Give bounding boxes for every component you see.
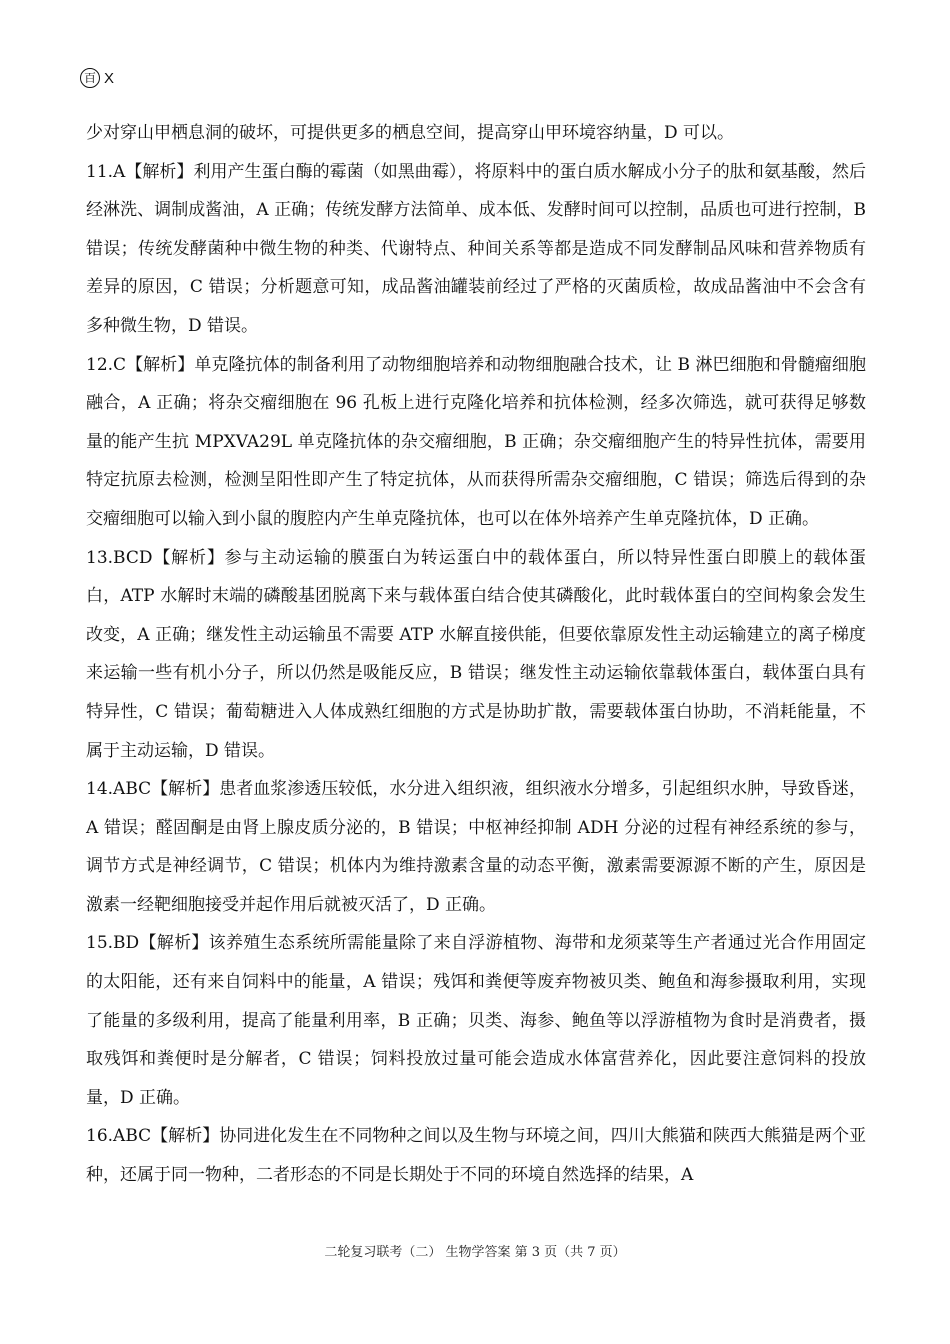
logo-suffix: X <box>104 69 115 87</box>
answer-14: 14.ABC【解析】患者血浆渗透压较低，水分进入组织液，组织液水分增多，引起组织水肿，导致昏迷，A 错误；醛固酮是由肾上腺皮质分泌的，B 错误；中枢神经抑制 ADH 分泌的过程有神经系统的参与，调节方式是神经调节，C 错误；机体内为维持激素含量的动态平衡，激素需要源源不断的产生，原因是激素一经靶细胞接受并起作用后就被灭活了，D 正确。 <box>86 779 866 915</box>
paragraph-continuation: 少对穿山甲栖息洞的破坏，可提供更多的栖息空间，提高穿山甲环境容纳量，D 可以。 <box>86 123 735 143</box>
answer-11: 11.A【解析】利用产生蛋白酶的霉菌（如黑曲霉），将原料中的蛋白质水解成小分子的肽和氨基酸，然后经淋洗、调制成酱油，A 正确；传统发酵方法简单、成本低、发酵时间可以控制，品质也可进行控制，B 错误；传统发酵菌种中微生物的种类、代谢特点、种间关系等都是造成不同发酵制品风味和营养物质有差异的原因，C 错误；分析题意可知，成品酱油罐装前经过了严格的灭菌质检，故成品酱油中不会含有多种微生物，D 错误。 <box>86 161 866 336</box>
answer-13: 13.BCD【解析】参与主动运输的膜蛋白为转运蛋白中的载体蛋白，所以特异性蛋白即膜上的载体蛋白，ATP 水解时末端的磷酸基团脱离下来与载体蛋白结合使其磷酸化，此时载体蛋白的空间构象会发生改变，A 正确；继发性主动运输虽不需要 ATP 水解直接供能，但要依靠原发性主动运输建立的离子梯度来运输一些有机小分子，所以仍然是吸能反应，B 错误；继发性主动运输依靠载体蛋白，载体蛋白具有特异性，C 错误；葡萄糖进入人体成熟红细胞的方式是协助扩散，需要载体蛋白协助，不消耗能量，不属于主动运输，D 错误。 <box>86 547 866 761</box>
answer-15: 15.BD【解析】该养殖生态系统所需能量除了来自浮游植物、海带和龙须菜等生产者通过光合作用固定的太阳能，还有来自饲料中的能量，A 错误；残饵和粪便等废弃物被贝类、鲍鱼和海参摄取利用，实现了能量的多级利用，提高了能量利用率，B 正确；贝类、海参、鲍鱼等以浮游植物为食时是消费者，摄取残饵和粪便时是分解者，C 错误；饲料投放过量可能会造成水体富营养化，因此要注意饲料的投放量，D 正确。 <box>86 933 866 1108</box>
logo-icon: 百 <box>80 68 100 88</box>
logo <box>80 66 114 90</box>
page-footer: 二轮复习联考（二） 生物学答案 第 3 页（共 7 页） <box>324 1245 626 1260</box>
answer-content <box>86 114 866 1195</box>
answer-12: 12.C【解析】单克隆抗体的制备利用了动物细胞培养和动物细胞融合技术，让 B 淋巴细胞和骨髓瘤细胞融合，A 正确；将杂交瘤细胞在 96 孔板上进行克隆化培养和抗体检测，经多次筛选，就可获得足够数量的能产生抗 MPXVA29L 单克隆抗体的杂交瘤细胞，B 正确；杂交瘤细胞产生的特异性抗体，需要用特定抗原去检测，检测呈阳性即产生了特定抗体，从而获得所需杂交瘤细胞，C 错误；筛选后得到的杂交瘤细胞可以输入到小鼠的腹腔内产生单克隆抗体，也可以在体外培养产生单克隆抗体，D 正确。 <box>86 354 866 529</box>
answer-16: 16.ABC【解析】协同进化发生在不同物种之间以及生物与环境之间，四川大熊猫和陕西大熊猫是两个亚种，还属于同一物种，二者形态的不同是长期处于不同的环境自然选择的结果，A <box>86 1126 866 1186</box>
